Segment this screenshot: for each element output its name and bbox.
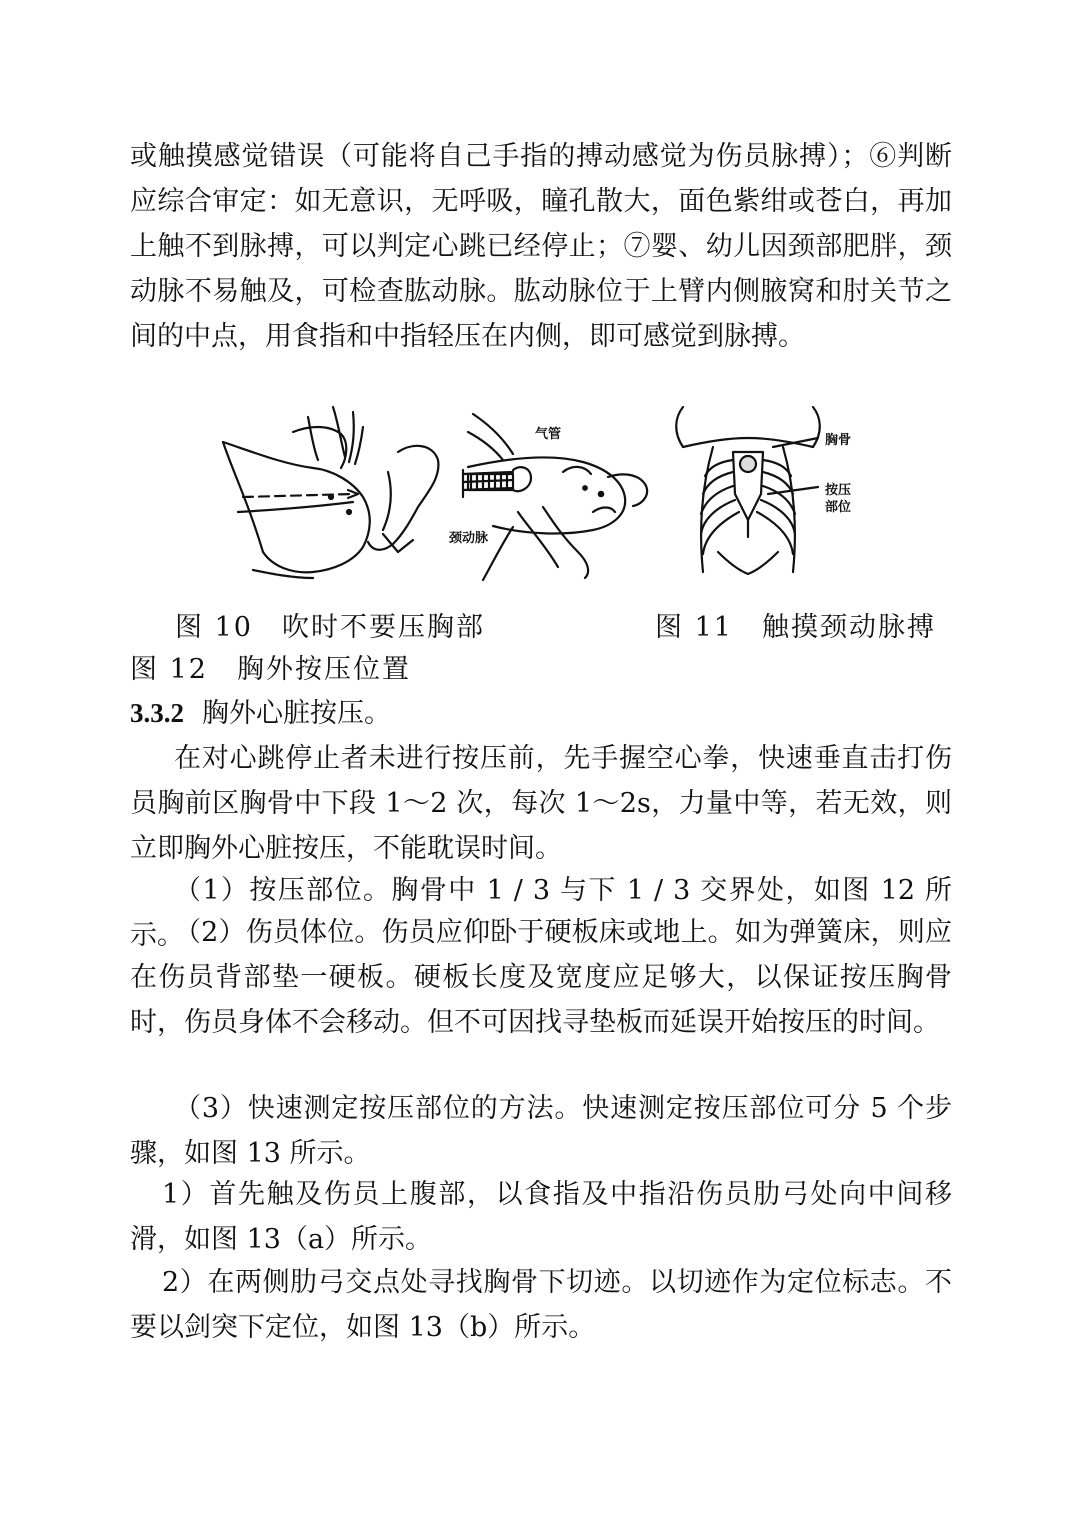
figure-12-drawing (676, 407, 820, 574)
section-title: 胸外心脏按压。 (202, 698, 391, 729)
figure-illustrations (213, 402, 863, 582)
caption-figure-12: 图 12 胸外按压位置 (130, 654, 411, 685)
paragraph-press-location: （1）按压部位。胸骨中 1 / 3 与下 1 / 3 交界处，如图 12 所示。 (130, 875, 952, 951)
figure-10-drawing (223, 407, 438, 578)
section-number: 3.3.2 (130, 698, 184, 728)
label-carotid: 颈动脉 (449, 530, 489, 545)
caption-figure-11: 图 11 触摸颈动脉搏 (655, 612, 936, 643)
label-press-1: 按压 (825, 482, 852, 497)
section-heading (130, 693, 391, 734)
paragraph-step-2: 2）在两侧肋弓交点处寻找胸骨下切迹。以切迹作为定位标志。不要以剑突下定位，如图 13（b）所示。 (130, 1267, 952, 1343)
label-sternum: 胸骨 (825, 432, 852, 447)
caption-figure-10: 图 10 吹时不要压胸部 (175, 612, 485, 643)
paragraph-precordial-thump: 在对心跳停止者未进行按压前，先手握空心拳，快速垂直击打伤员胸前区胸骨中下段 1～2 次，每次 1～2s，力量中等，若无效，则立即胸外心脏按压，不能耽误时间。 (130, 743, 952, 864)
paragraph-step-1: 1）首先触及伤员上腹部，以食指及中指沿伤员肋弓处向中间移滑，如图 13（a）所示。 (130, 1179, 952, 1255)
label-press-2: 部位 (825, 499, 852, 514)
paragraph-locate-method: （3）快速测定按压部位的方法。快速测定按压部位可分 5 个步骤，如图 13 所示。 (130, 1093, 952, 1169)
label-trachea: 气管 (535, 426, 562, 441)
paragraph-patient-position: （2）伤员体位。伤员应仰卧于硬板床或地上。如为弹簧床，则应在伤员背部垫一硬板。硬板长度及宽度应足够大，以保证按压胸骨时，伤员身体不会移动。但不可因找寻垫板而延误开始按压的时间。 (130, 917, 952, 1038)
cpr-illustrations (213, 402, 863, 582)
paragraph-intro: 或触摸感觉错误（可能将自己手指的搏动感觉为伤员脉搏）；⑥判断应综合审定：如无意识，无呼吸，瞳孔散大，面色紫绀或苍白，再加上触不到脉搏，可以判定心跳已经停止；⑦婴、幼儿因颈部肥胖，颈动脉不易触及，可检查肱动脉。肱动脉位于上臂内侧腋窝和肘关节之间的中点，用食指和中指轻压在内侧，即可感觉到脉搏。 (130, 141, 952, 352)
